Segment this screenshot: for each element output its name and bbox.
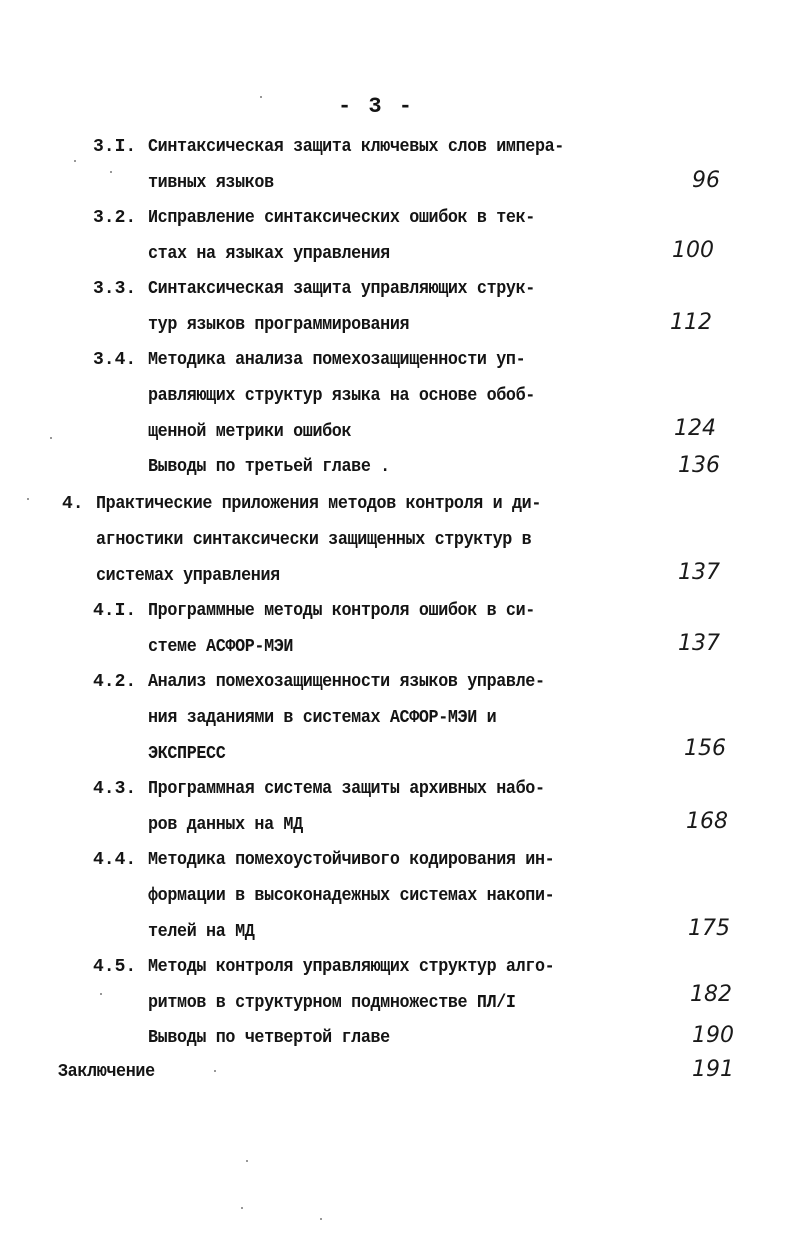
toc-line: Анализ помехозащищенности языков управле-	[148, 672, 545, 692]
toc-line: Программная система защиты архивных набо-	[148, 779, 545, 799]
scan-speck	[50, 437, 52, 439]
section-number: 3.I.	[93, 137, 137, 157]
toc-line: телей на МД	[148, 922, 255, 942]
toc-page-ref: 182	[690, 982, 732, 1007]
toc-page-ref: 96	[692, 168, 720, 193]
page-number: - 3 -	[338, 94, 415, 119]
scan-speck	[241, 1207, 243, 1209]
toc-line: ния заданиями в системах АСФОР-МЭИ и	[148, 708, 497, 728]
toc-line: системах управления	[96, 566, 280, 586]
toc-line: щенной метрики ошибок	[148, 422, 352, 442]
toc-line: стеме АСФОР-МЭИ	[148, 637, 294, 657]
toc-line: Методика анализа помехозащищенности уп-	[148, 350, 526, 370]
toc-line: равляющих структур языка на основе обоб-	[148, 386, 535, 406]
toc-page-ref: 190	[692, 1023, 734, 1048]
toc-line: Синтаксическая защита ключевых слов импера-	[148, 137, 564, 157]
toc-page-ref: 156	[684, 736, 726, 761]
toc-page-ref: 100	[672, 238, 714, 263]
scan-speck	[100, 993, 102, 995]
toc-page-ref: 137	[678, 631, 720, 656]
toc-page-ref: 137	[678, 560, 720, 585]
scan-speck	[320, 1218, 322, 1220]
toc-line: ритмов в структурном подмножестве ПЛ/I	[148, 993, 516, 1013]
toc-line: тур языков программирования	[148, 315, 410, 335]
toc-page-ref: 112	[670, 310, 712, 335]
section-number: 4.4.	[93, 850, 137, 870]
scan-speck	[260, 96, 262, 98]
toc-page-ref: 191	[692, 1057, 734, 1082]
toc-line: Программные методы контроля ошибок в си-	[148, 601, 535, 621]
toc-line: формации в высоконадежных системах накопи-	[148, 886, 555, 906]
section-number: 3.4.	[93, 350, 137, 370]
toc-page-ref: 124	[674, 416, 716, 441]
section-number: 4.5.	[93, 957, 137, 977]
toc-line: ров данных на МД	[148, 815, 303, 835]
toc-page-ref: 175	[688, 916, 730, 941]
toc-line: стах на языках управления	[148, 244, 390, 264]
section-number: 4.	[62, 494, 84, 514]
section-number: 4.I.	[93, 601, 137, 621]
toc-line: агностики синтаксически защищенных структур в	[96, 530, 532, 550]
scan-speck	[214, 1070, 216, 1072]
section-number: 4.3.	[93, 779, 137, 799]
section-number: 3.2.	[93, 208, 137, 228]
toc-line: тивных языков	[148, 173, 274, 193]
toc-line: Синтаксическая защита управляющих струк-	[148, 279, 535, 299]
toc-page-ref: 168	[686, 809, 728, 834]
toc-line: Методы контроля управляющих структур алго-	[148, 957, 555, 977]
scan-speck	[110, 171, 112, 173]
toc-line: Методика помехоустойчивого кодирования ин-	[148, 850, 555, 870]
toc-line: ЭКСПРЕСС	[148, 744, 226, 764]
toc-line: Исправление синтаксических ошибок в тек-	[148, 208, 535, 228]
toc-line: Заключение	[58, 1062, 155, 1082]
scan-speck	[246, 1160, 248, 1162]
section-number: 4.2.	[93, 672, 137, 692]
section-number: 3.3.	[93, 279, 137, 299]
toc-line: Выводы по четвертой главе	[148, 1028, 390, 1048]
toc-page-ref: 136	[678, 453, 720, 478]
toc-line: Выводы по третьей главе .	[148, 457, 390, 477]
toc-line: Практические приложения методов контроля и ди-	[96, 494, 541, 514]
scan-speck	[74, 160, 76, 162]
scan-speck	[27, 498, 29, 500]
